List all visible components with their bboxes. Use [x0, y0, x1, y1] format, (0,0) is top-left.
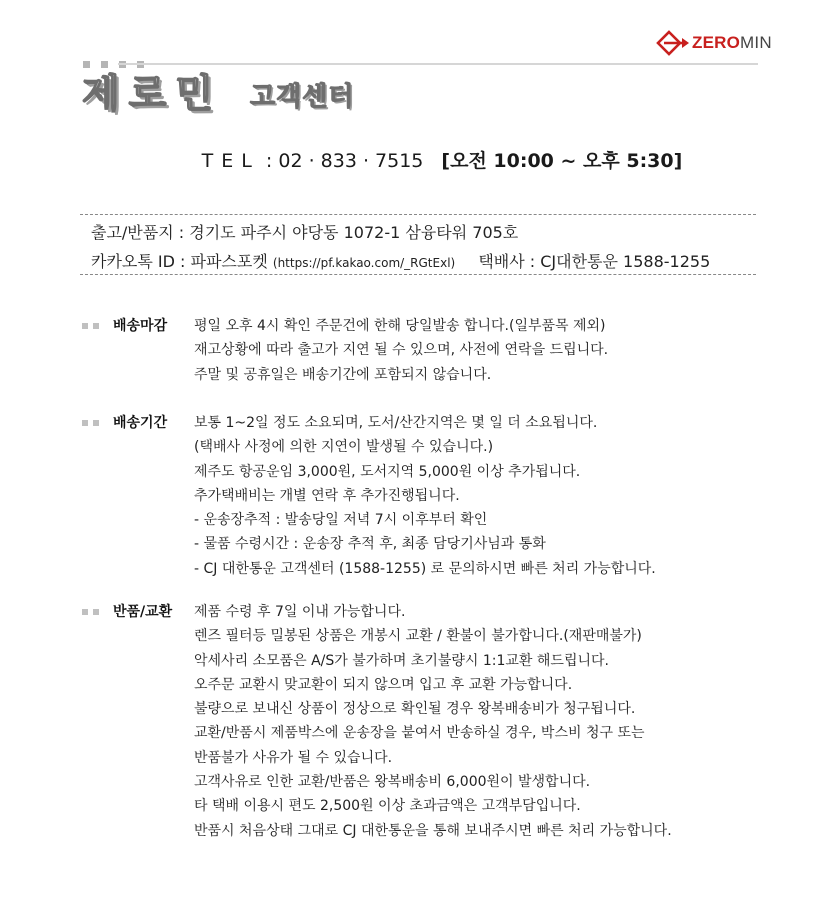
section-line: 평일 오후 4시 확인 주문건에 한해 당일발송 합니다.(일부품목 제외)	[194, 318, 606, 334]
section-line: 오주문 교환시 맞교환이 되지 않으며 입고 후 교환 가능합니다.	[194, 676, 573, 693]
section-line: 고객사유로 인한 교환/반품은 왕복배송비 6,000원이 발생합니다.	[194, 774, 591, 791]
logo-diamond-icon	[656, 30, 690, 56]
return-address: 출고/반품지 : 경기도 파주시 야당동 1072-1 삼융타워 705호	[91, 223, 519, 242]
tel-label: TEL	[201, 150, 260, 172]
kakao-id: 카카오톡 ID : 파파스포켓	[91, 252, 268, 271]
logo-text: ZEROMIN	[692, 33, 772, 52]
divider-top	[80, 214, 756, 215]
section-line: 교환/반품시 제품박스에 운송장을 붙여서 반송하실 경우, 박스비 청구 또는	[194, 725, 645, 742]
section-line: 보통 1~2일 정도 소요되며, 도서/산간지역은 몇 일 더 소요됩니다.	[194, 415, 598, 431]
tel-number: 02 · 833 · 7515	[278, 150, 424, 172]
section-line: 렌즈 필터등 밀봉된 상품은 개봉시 교환 / 환불이 불가합니다.(재판매불가)	[194, 628, 642, 645]
section-title: 반품/교환	[113, 604, 173, 620]
section-title: 배송마감	[113, 318, 168, 334]
kakao-courier-line	[91, 249, 710, 272]
divider-bottom	[80, 274, 756, 275]
section-line: - 운송장추적 : 발송당일 저녁 7시 이후부터 확인	[194, 512, 488, 529]
section-title: 배송기간	[113, 415, 168, 431]
tel-separator: :	[259, 150, 279, 172]
zeromin-logo	[656, 30, 772, 56]
section-line: - CJ 대한통운 고객센터 (1588-1255) 로 문의하시면 빠른 처리 가능합니다.	[194, 560, 656, 577]
kakao-url[interactable]: (https://pf.kakao.com/_RGtExl)	[272, 256, 456, 270]
section-line: 제주도 항공운임 3,000원, 도서지역 5,000원 이상 추가됩니다.	[194, 463, 581, 480]
bullet-icon	[82, 609, 99, 615]
page-title	[82, 72, 355, 118]
section-line: 반품시 처음상태 그대로 CJ 대한통운을 통해 보내주시면 빠른 처리 가능합니다.	[194, 822, 672, 839]
title-sub: 고객센터	[250, 82, 355, 112]
section-line: 불량으로 보내신 상품이 정상으로 확인될 경우 왕복배송비가 청구됩니다.	[194, 701, 636, 718]
bullet-icon	[82, 323, 99, 329]
business-hours: [오전 10:00 ~ 오후 5:30]	[441, 150, 683, 172]
section-line: (택배사 사정에 의한 지연이 발생될 수 있습니다.)	[194, 439, 494, 456]
section-line: 반품불가 사유가 될 수 있습니다.	[194, 749, 393, 766]
header-divider	[118, 63, 758, 65]
section-line: 주말 및 공휴일은 배송기간에 포함되지 않습니다.	[194, 366, 492, 383]
section-line: - 물품 수령시간 : 운송장 추적 후, 최종 담당기사님과 통화	[194, 536, 546, 553]
tel-line	[0, 146, 840, 173]
bullet-icon	[82, 420, 99, 426]
section-line: 제품 수령 후 7일 이내 가능합니다.	[194, 604, 406, 620]
courier-info: 택배사 : CJ대한통운 1588-1255	[478, 252, 711, 271]
section-line: 재고상황에 따라 출고가 지연 될 수 있으며, 사전에 연락을 드립니다.	[194, 342, 609, 359]
section-line: 추가택배비는 개별 연락 후 추가진행됩니다.	[194, 487, 460, 504]
section-line: 악세사리 소모품은 A/S가 불가하며 초기불량시 1:1교환 해드립니다.	[194, 652, 609, 669]
section-line: 타 택배 이용시 편도 2,500원 이상 초과금액은 고객부담입니다.	[194, 798, 581, 815]
title-main: 제로민	[82, 72, 223, 117]
